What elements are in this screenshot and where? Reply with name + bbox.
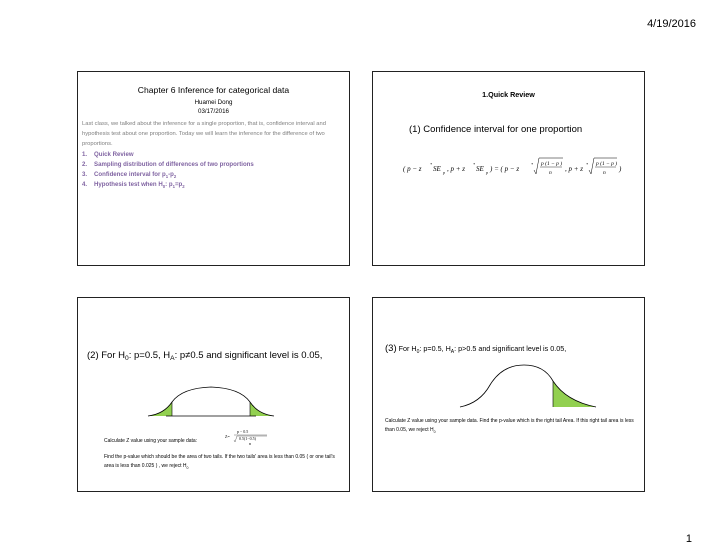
- formula-denom-1: n: [549, 170, 552, 176]
- normal-curve-line: [460, 365, 596, 407]
- formula-sqrt-num-1: p (1 − p ): [541, 161, 563, 167]
- slide-3-hypothesis-text: (2) For $H_0$: p=0.5, $H_A$: p≠0.5 and significant level is 0.05,: [87, 350, 323, 362]
- slide-2-thumbnail[interactable]: [372, 71, 645, 266]
- formula-star-2: *: [473, 162, 475, 167]
- formula-part-1: ( p − z: [403, 165, 422, 173]
- right-tail-note: Calculate Z value using your sample data. Find the p-value which is the right tail Area. If this right tail area is less than 0.05, we reject $H_0$: [385, 418, 634, 434]
- slide-4-hypothesis-text: (3) For $H_0$: p=0.5, $H_A$: p>0.5 and significant level is 0.05,: [385, 343, 567, 355]
- header-date: 4/19/2016: [647, 18, 696, 30]
- outline-item-2: 2. Sampling distribution of differences of two proportions: [82, 161, 254, 168]
- slide-2-subtitle: (1) Confidence interval for one proportion: [409, 124, 583, 135]
- page-number: 1: [685, 533, 692, 545]
- formula-star-3: *: [531, 162, 533, 167]
- formula-sqrt-num-2: p (1 − p ): [596, 161, 618, 167]
- confidence-interval-formula: [403, 152, 623, 188]
- slide-1-intro-text: Last class, we talked about the inference for a single proportion, that is, confidence interval and hypothesis test about one proportion. Today we will learn the inference for the difference of two proportions.: [82, 121, 326, 147]
- formula-se-2: SE: [476, 165, 484, 173]
- outline-item-3: 3. Confidence interval for $p_1-p_2$: [82, 171, 177, 179]
- slide-1-author: Huamei Dong: [194, 99, 233, 106]
- formula-part-4: , p + z: [565, 165, 583, 173]
- slide-1-date: 03/17/2016: [198, 108, 229, 115]
- calc-z-label: Calculate Z value using your sample data:: [104, 438, 198, 444]
- z-formula-label: Z=: [225, 434, 230, 439]
- right-tail-shading: [553, 381, 596, 407]
- formula-star-4: *: [586, 162, 588, 167]
- formula-se-1: SE: [433, 165, 441, 173]
- slide-1-thumbnail[interactable]: [77, 71, 350, 266]
- slide-1-outline-list: [82, 150, 254, 190]
- z-formula-n: n: [249, 441, 251, 446]
- formula-star-1: *: [430, 162, 432, 167]
- slide-4-thumbnail[interactable]: [372, 297, 645, 492]
- z-formula: [225, 427, 275, 447]
- outline-item-4: 4. Hypothesis test when $H_0$: $p_1=p_2$: [82, 181, 185, 189]
- formula-part-3: ) = ( p − z: [490, 165, 520, 173]
- slide-3-thumbnail[interactable]: [77, 297, 350, 492]
- formula-end: ): [619, 165, 622, 173]
- z-formula-denominator: 0.5(1−0.5): [239, 436, 256, 441]
- right-tailed-normal-curve: [458, 361, 598, 413]
- formula-sub-2: p: [486, 170, 488, 175]
- outline-item-1: 1. Quick Review: [82, 151, 134, 158]
- slide-1-title: Chapter 6 Inference for categorical data: [137, 85, 290, 95]
- slide-2-title: 1.Quick Review: [482, 90, 535, 99]
- right-tail-shading: [250, 402, 274, 416]
- formula-part-2: , p + z: [447, 165, 465, 173]
- left-tail-shading: [148, 402, 172, 416]
- formula-sub-1: p: [443, 170, 445, 175]
- z-formula-numerator: p − 0.5: [237, 429, 249, 434]
- formula-denom-2: n: [603, 170, 606, 176]
- p-value-note: Find the p-value which should be the area of two tails. If the two tails' area is less than 0.05 ( or one tail's area is less than 0.025 ) , we reject $H_0$: [104, 454, 335, 470]
- two-tailed-normal-curve: [146, 384, 276, 428]
